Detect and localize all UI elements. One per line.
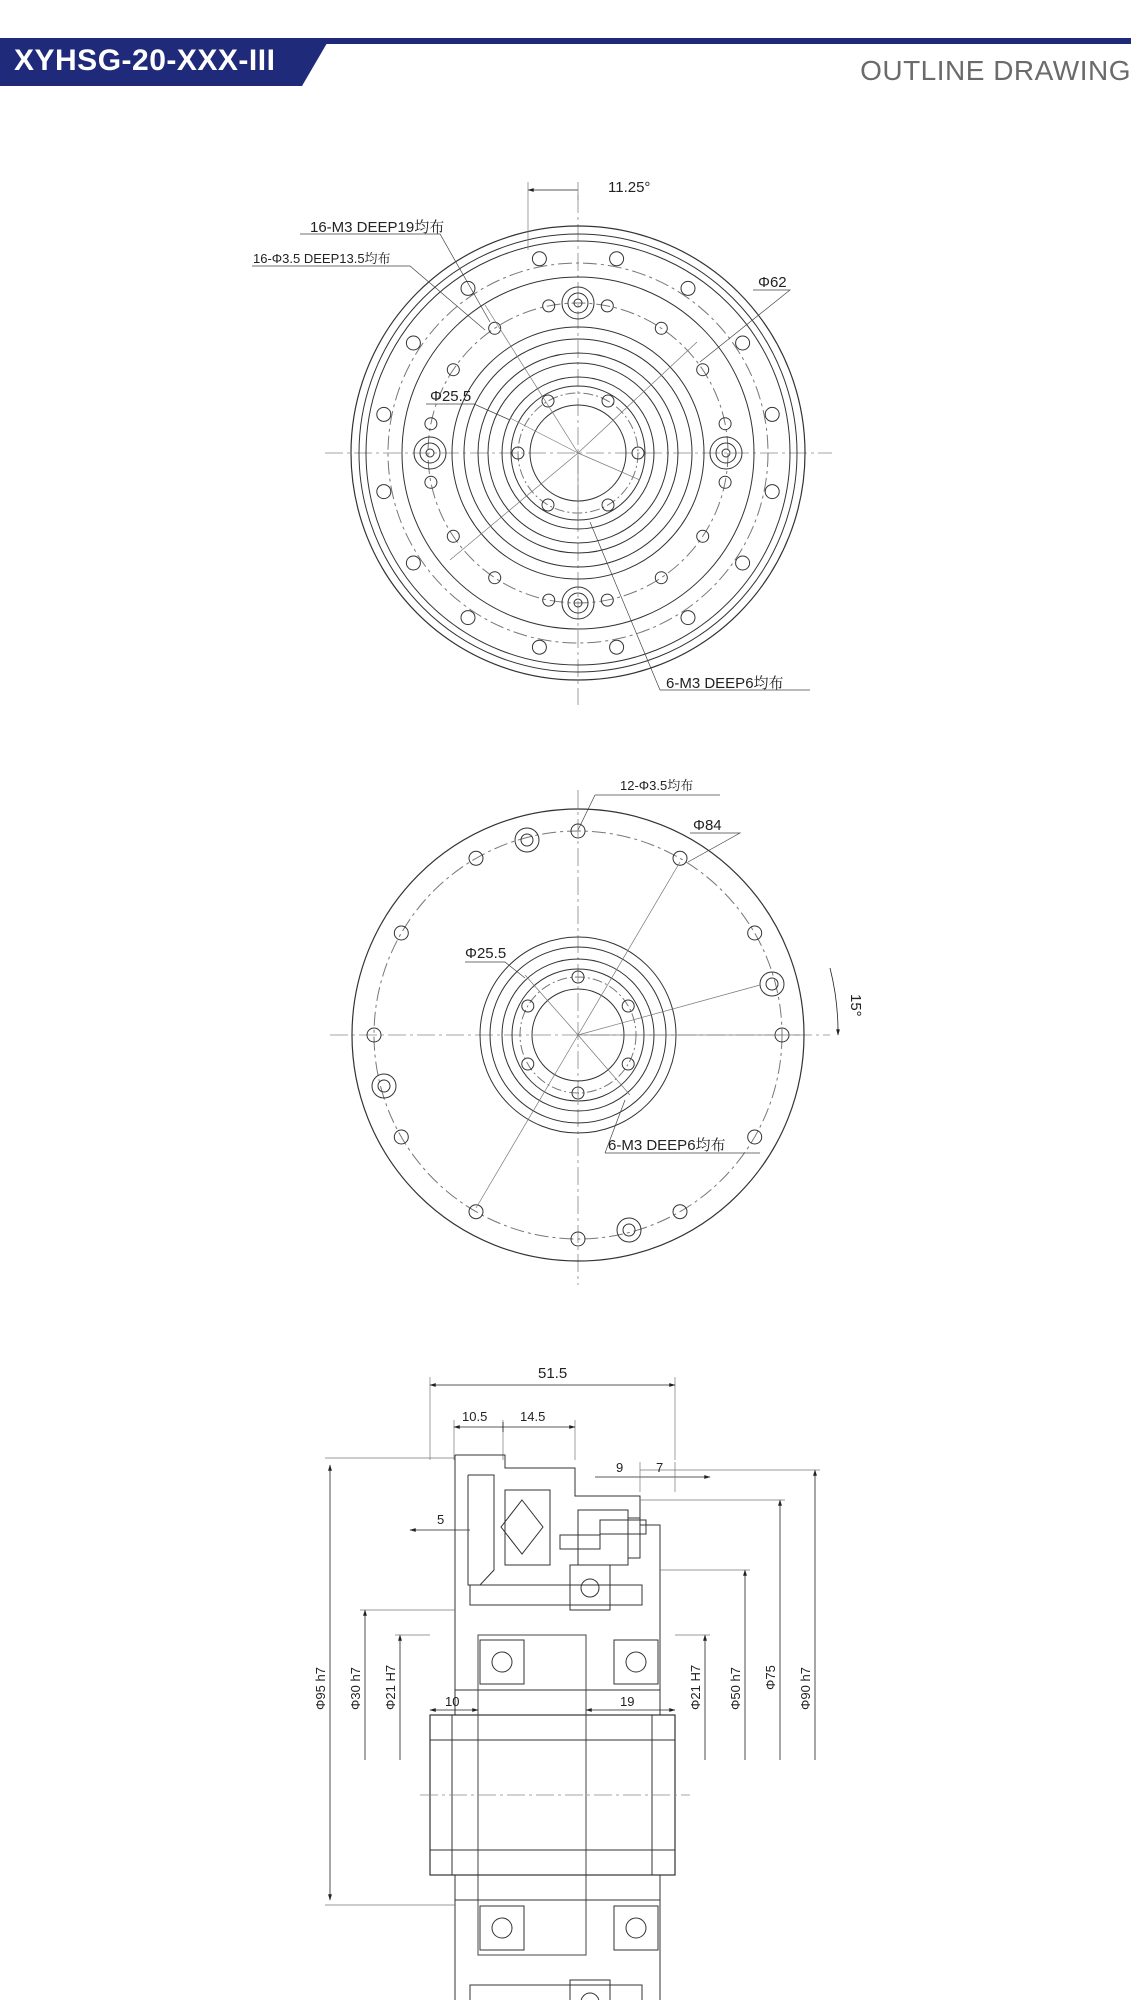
- front-pcd-inner-label: Φ25.5: [430, 388, 472, 405]
- section-total-length-label: 51.5: [538, 1365, 568, 1382]
- rear-angle-label: 15°: [847, 994, 864, 1017]
- bolt-hole: [425, 476, 437, 488]
- section-dia-50-label: Φ50 h7: [728, 1667, 743, 1710]
- bolt-hole: [681, 281, 695, 295]
- section-len-d-label: 7: [656, 1460, 664, 1475]
- bolt-hole: [394, 926, 408, 940]
- bolt-hole: [489, 572, 501, 584]
- section-len-f-label: 10: [445, 1694, 460, 1709]
- bolt-hole: [542, 499, 554, 511]
- front-through-holes-label: 16-Φ3.5 DEEP13.5均布: [253, 251, 391, 266]
- bolt-hole: [532, 640, 546, 654]
- rear-view: [330, 790, 838, 1285]
- section-len-a-label: 10.5: [462, 1409, 488, 1424]
- bolt-hole: [673, 851, 687, 865]
- bolt-hole: [748, 926, 762, 940]
- rear-center-holes-label: 6-M3 DEEP6均布: [608, 1137, 726, 1154]
- rear-through-holes-label: 12-Φ3.5均布: [620, 778, 694, 793]
- bolt-hole: [736, 336, 750, 350]
- bolt-hole: [406, 336, 420, 350]
- section-dia-90-label: Φ90 h7: [798, 1667, 813, 1710]
- bolt-hole: [655, 572, 667, 584]
- bolt-hole: [681, 611, 695, 625]
- bolt-hole: [765, 407, 779, 421]
- section-len-e-label: 5: [437, 1512, 445, 1527]
- bolt-hole: [610, 640, 624, 654]
- bolt-hole: [377, 407, 391, 421]
- front-thread-holes-label: 16-M3 DEEP19均布: [310, 219, 445, 236]
- section-dia-30-label: Φ30 h7: [348, 1667, 363, 1710]
- section-dia-21-right-label: Φ21 H7: [688, 1664, 703, 1710]
- model-title: XYHSG-20-XXX-III: [14, 44, 276, 77]
- section-dia-95-label: Φ95 h7: [313, 1667, 328, 1710]
- bolt-hole: [765, 485, 779, 499]
- bolt-hole: [543, 594, 555, 606]
- bolt-hole: [622, 1058, 634, 1070]
- section-dia-75-label: Φ75: [763, 1665, 778, 1690]
- bolt-hole: [377, 485, 391, 499]
- bolt-hole: [610, 252, 624, 266]
- section-len-g-label: 19: [620, 1694, 635, 1709]
- section-len-c-label: 9: [616, 1460, 624, 1475]
- section-dia-21-left-label: Φ21 H7: [383, 1664, 398, 1710]
- front-center-holes-label: 6-M3 DEEP6均布: [666, 675, 784, 692]
- bolt-hole: [461, 611, 475, 625]
- rear-pcd-outer-label: Φ84: [693, 817, 722, 834]
- bolt-hole: [406, 556, 420, 570]
- bolt-hole: [736, 556, 750, 570]
- rear-pcd-inner-label: Φ25.5: [465, 945, 507, 962]
- section-view: [325, 1377, 820, 2000]
- section-len-b-label: 14.5: [520, 1409, 546, 1424]
- front-angle-label: 11.25°: [608, 179, 651, 196]
- page-subtitle: OUTLINE DRAWING: [860, 55, 1131, 86]
- bolt-hole: [532, 252, 546, 266]
- front-pcd-outer-label: Φ62: [758, 274, 787, 291]
